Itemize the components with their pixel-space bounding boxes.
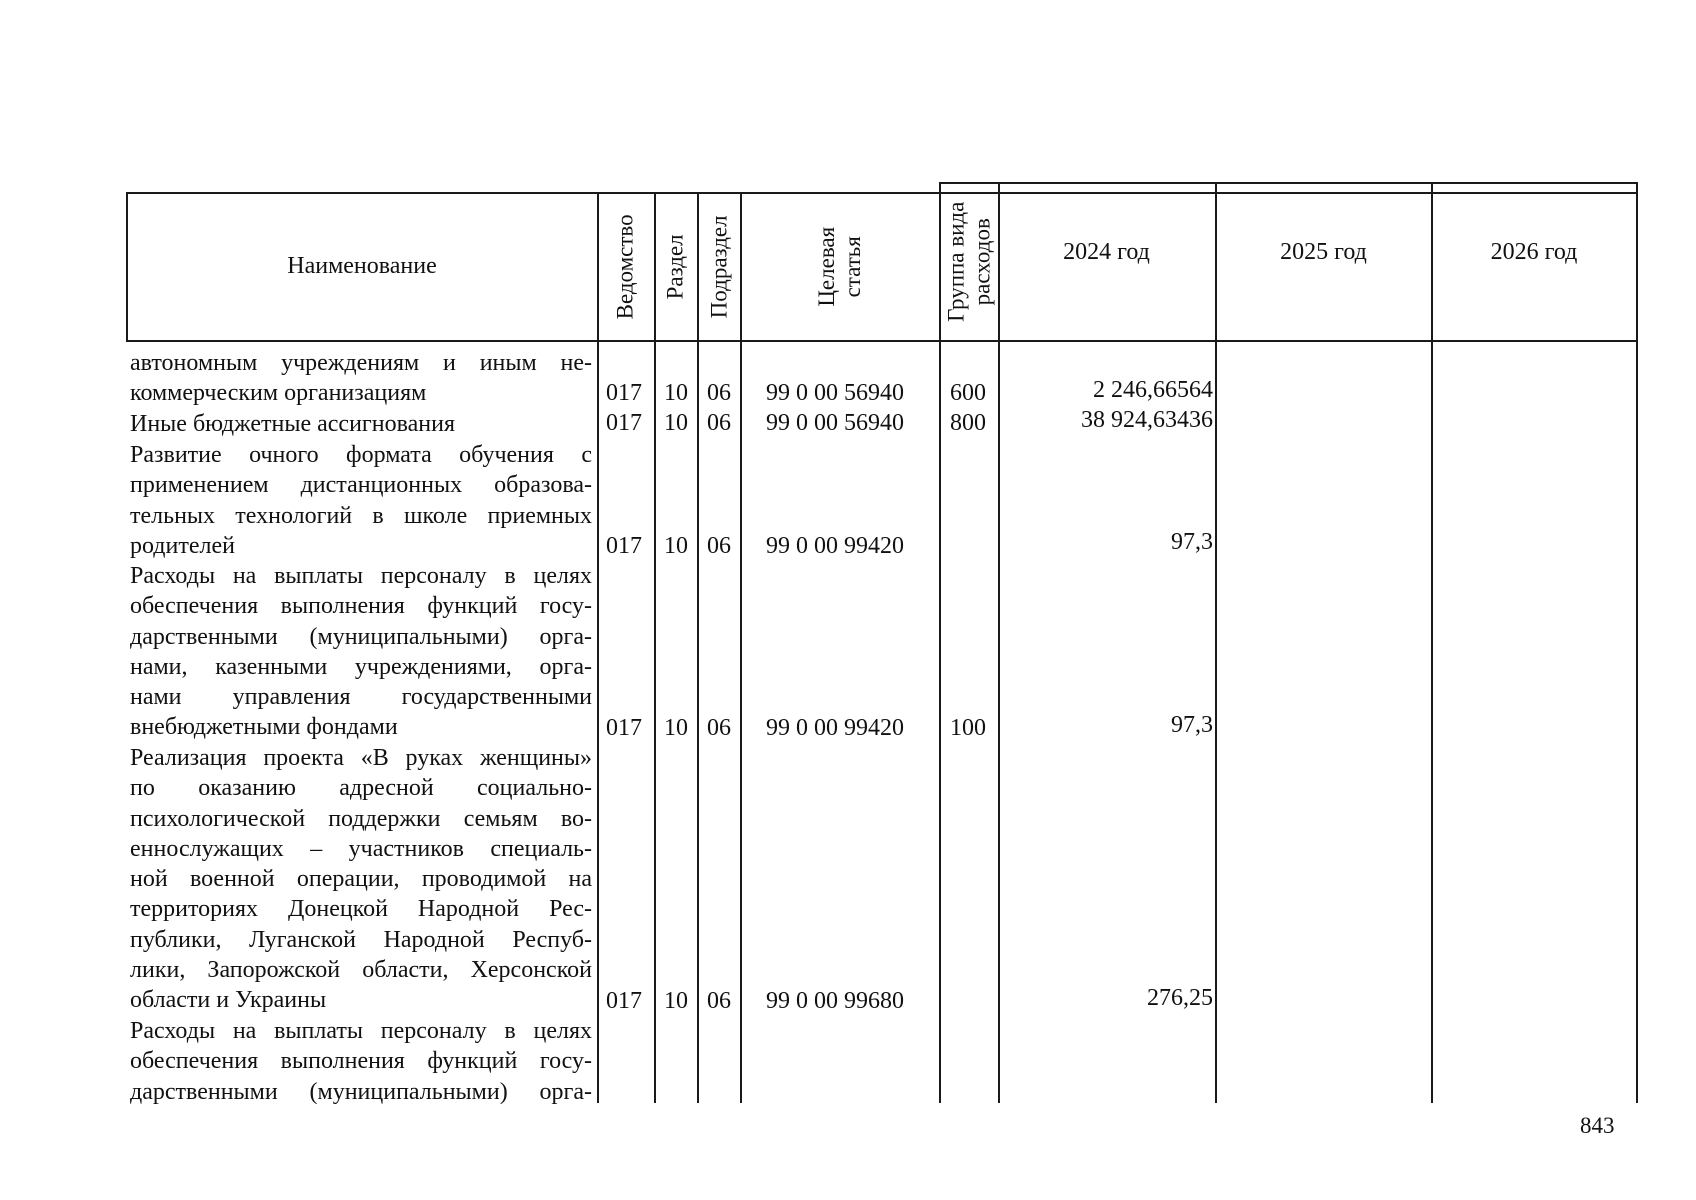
row-4-name (130, 561, 592, 743)
row-4-ved: 017 (606, 715, 642, 741)
row-5-name-line-7: публики, Луганской Народной Респуб- (130, 926, 592, 953)
header-group-label (943, 201, 995, 321)
row-1-podrazdel: 06 (707, 380, 731, 406)
row-2-2024: 38 924,63436 (1081, 407, 1213, 433)
header-target-line2: статья (839, 235, 865, 298)
header-bottom-border (126, 340, 1637, 342)
row-4-name-line-2: обеспечения выполнения функций госу- (130, 593, 592, 620)
row-4-podrazdel: 06 (707, 715, 731, 741)
header-target-label (814, 227, 866, 307)
row-1-2024: 2 246,66564 (1093, 377, 1213, 403)
header-2026 (1432, 183, 1636, 323)
row-2-group: 800 (950, 410, 986, 436)
header-name (127, 193, 597, 340)
header-group-line1: Группа вида (943, 201, 969, 322)
row-6-name (130, 1016, 592, 1107)
header-2026-label: 2026 год (1490, 239, 1578, 266)
sep-right-edge (1636, 182, 1638, 1103)
row-5-name (130, 743, 592, 1016)
row-5-name-line-3: психологической поддержки семьям во- (130, 805, 592, 832)
row-3-podrazdel: 06 (707, 533, 731, 559)
row-4-2024: 97,3 (1171, 712, 1213, 738)
row-3-target: 99 0 00 99420 (766, 533, 904, 559)
sep-target-group (939, 182, 941, 1103)
row-4-name-line-1: Расходы на выплаты персоналу в целях (130, 563, 592, 589)
sep-group-2024 (998, 182, 1000, 1103)
header-2025-label: 2025 год (1280, 239, 1367, 266)
header-2024-label: 2024 год (1063, 239, 1150, 266)
header-podrazdel (698, 193, 740, 340)
sep-name-ved (597, 192, 599, 1103)
row-2-podrazdel: 06 (707, 410, 731, 436)
row-4-name-line-3: дарственными (муниципальными) орга- (130, 623, 592, 650)
row-5-name-line-5: ной военной операции, проводимой на (130, 866, 592, 893)
row-3-name-line-1: Развитие очного формата обучения с (130, 442, 592, 468)
row-4-name-line-5: нами управления государственными (130, 684, 592, 711)
row-5-name-line-8: лики, Запорожской области, Херсонской (130, 957, 592, 984)
sep-razdel-podrazdel (697, 192, 699, 1103)
row-5-podrazdel: 06 (707, 988, 731, 1014)
row-3-ved: 017 (606, 533, 642, 559)
row-5-name-line-4: еннослужащих – участников специаль- (130, 835, 592, 862)
row-1-ved: 017 (606, 380, 642, 406)
row-2-razdel: 10 (664, 410, 688, 436)
header-podrazdel-label: Подраздел (706, 215, 732, 318)
page-number: 843 (1580, 1113, 1615, 1138)
row-5-2024: 276,25 (1147, 985, 1213, 1011)
header-target (741, 193, 939, 340)
row-3-name-line-3: тельных технологий в школе приемных (130, 502, 592, 529)
row-6-name-line-2: обеспечения выполнения функций госу- (130, 1048, 592, 1075)
row-2-target: 99 0 00 56940 (766, 410, 904, 436)
row-3-name-line-4: родителей (130, 532, 235, 559)
sep-2025-2026 (1431, 182, 1433, 1103)
header-group (940, 183, 998, 340)
row-5-razdel: 10 (664, 988, 688, 1014)
sep-podrazdel-target (740, 192, 742, 1103)
row-1-razdel: 10 (664, 380, 688, 406)
sep-2024-2025 (1215, 182, 1217, 1103)
row-5-target: 99 0 00 99680 (766, 988, 904, 1014)
header-2025 (1216, 183, 1431, 323)
row-3-name-line-2: применением дистанционных образова- (130, 472, 592, 499)
row-4-name-line-4: нами, казенными учреждениями, орга- (130, 653, 592, 680)
row-4-target: 99 0 00 99420 (766, 715, 904, 741)
row-4-name-line-6: внебюджетными фондами (130, 714, 398, 741)
row-1-target: 99 0 00 56940 (766, 380, 904, 406)
row-4-group: 100 (950, 715, 986, 741)
row-5-name-line-6: территориях Донецкой Народной Рес- (130, 896, 592, 923)
row-3-2024: 97,3 (1171, 529, 1213, 555)
row-5-ved: 017 (606, 988, 642, 1014)
header-2024 (999, 183, 1214, 323)
header-group-line2: расходов (969, 217, 995, 306)
header-vedomstvo-label: Ведомство (613, 213, 639, 320)
row-2-name (130, 409, 592, 439)
header-razdel (655, 193, 697, 340)
row-1-name (130, 348, 592, 409)
row-3-razdel: 10 (664, 533, 688, 559)
row-5-name-line-1: Реализация проекта «В руках женщины» (130, 745, 592, 771)
header-target-line1: Целевая (814, 226, 840, 307)
row-1-name-line-1: автономным учреждениям и иным не- (130, 350, 592, 376)
row-3-name (130, 440, 592, 561)
row-1-group: 600 (950, 380, 986, 406)
row-6-name-line-1: Расходы на выплаты персоналу в целях (130, 1018, 592, 1044)
header-razdel-label: Раздел (663, 233, 689, 300)
row-5-name-line-2: по оказанию адресной социально- (130, 775, 592, 802)
row-1-name-line-2: коммерческим организациям (130, 380, 427, 407)
sep-ved-razdel (654, 192, 656, 1103)
row-2-ved: 017 (606, 410, 642, 436)
header-vedomstvo (598, 193, 654, 340)
row-6-name-line-3: дарственными (муниципальными) орга- (130, 1078, 592, 1105)
header-name-label: Наименование (287, 252, 437, 279)
row-2-name-line-1: Иные бюджетные ассигнования (130, 411, 455, 437)
row-5-name-line-9: области и Украины (130, 987, 327, 1014)
row-4-razdel: 10 (664, 715, 688, 741)
